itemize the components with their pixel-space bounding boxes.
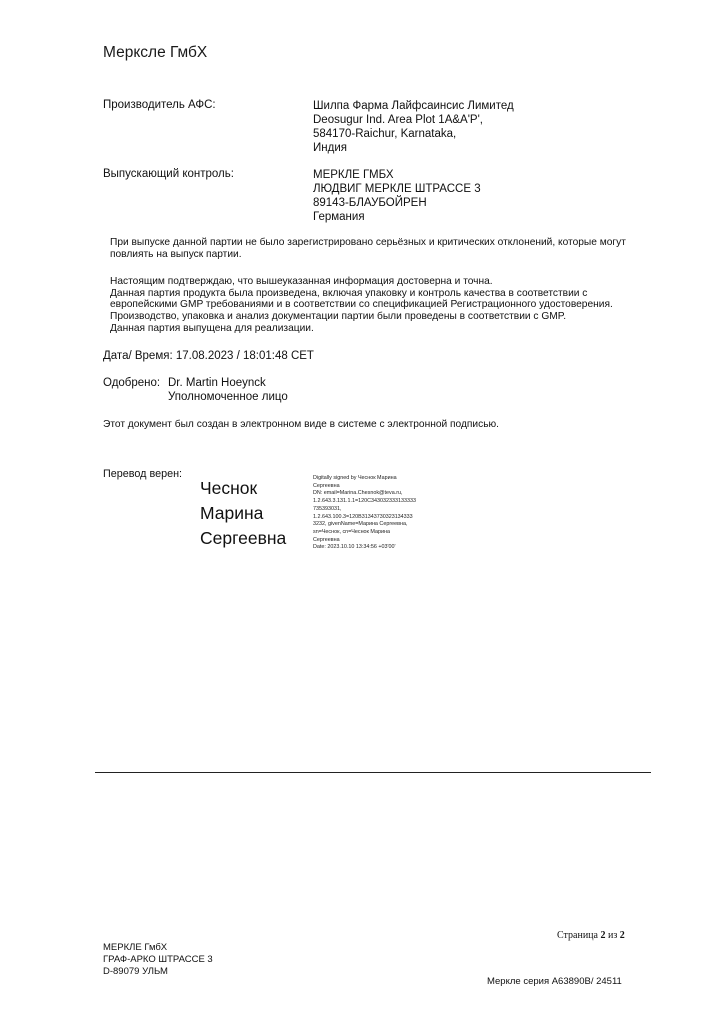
release-control-address: МЕРКЛЕ ГМБХ ЛЮДВИГ МЕРКЛЕ ШТРАССЕ 3 89143-БЛАУБОЙРЕН Германия (313, 169, 481, 223)
translation-label: Перевод верен: (103, 468, 183, 480)
page-number: Страница 2 из 2 (557, 930, 625, 941)
footer-divider (95, 772, 651, 773)
confirmation-paragraph: Настоящим подтверждаю, что вышеуказанная информация достоверна и точна. Данная партия продукта была произведена, включая упаковку и контроль качества в соответствии с европейскими GMP требованиями и в соответствии со спецификацией Регистрационного удостоверения. Производство, упаковка и анализ документации партии были проведены в соответствии с GMP. Данная партия выпущена для реализации. (110, 276, 613, 334)
footer-address: МЕРКЛЕ ГмбХ ГРАФ-АРКО ШТРАССЕ 3 D-89079 УЛЬМ (103, 942, 213, 977)
electronic-note: Этот документ был создан в электронном виде в системе с электронной подписью. (103, 419, 499, 430)
approver-role: Уполномоченное лицо (168, 391, 288, 403)
manufacturer-label: Производитель АФС: (103, 99, 216, 111)
release-control-label: Выпускающий контроль: (103, 168, 234, 180)
batch-series: Меркле серия A63890B/ 24511 (487, 976, 622, 987)
digital-signature-name: Чеснок Марина Сергеевна (200, 478, 287, 548)
company-header: Мерксле ГмбХ (103, 44, 208, 61)
manufacturer-address: Шилпа Фарма Лайфсаинсис Лимитед Deosugur Ind. Area Plot 1A&A'P', 584170-Raichur, Karnataka, Индия (313, 100, 514, 154)
approved-label: Одобрено: (103, 377, 161, 389)
digital-signature-details: Digitally signed by Чеснок Марина Сергеевна DN: email=Marina.Chesnok@teva.ru, 1.2.643.3.131.1.1=120C343032333133333 735393031, 1.2.643.100.3=120B31343730323134333 3232, givenName=Марина Сергеевна, sn=Чеснок, cn=Чеснок Марина Сергеевна Date: 2023.10.10 13:34:56 +03'00' (313, 475, 416, 551)
approver-name: Dr. Martin Hoeynck (168, 377, 266, 389)
datetime: Дата/ Время: 17.08.2023 / 18:01:48 CET (103, 350, 314, 362)
deviation-note: При выпуске данной партии не было зарегистрировано серьёзных и критических отклонений, которые могут повлиять на выпуск партии. (110, 237, 626, 260)
